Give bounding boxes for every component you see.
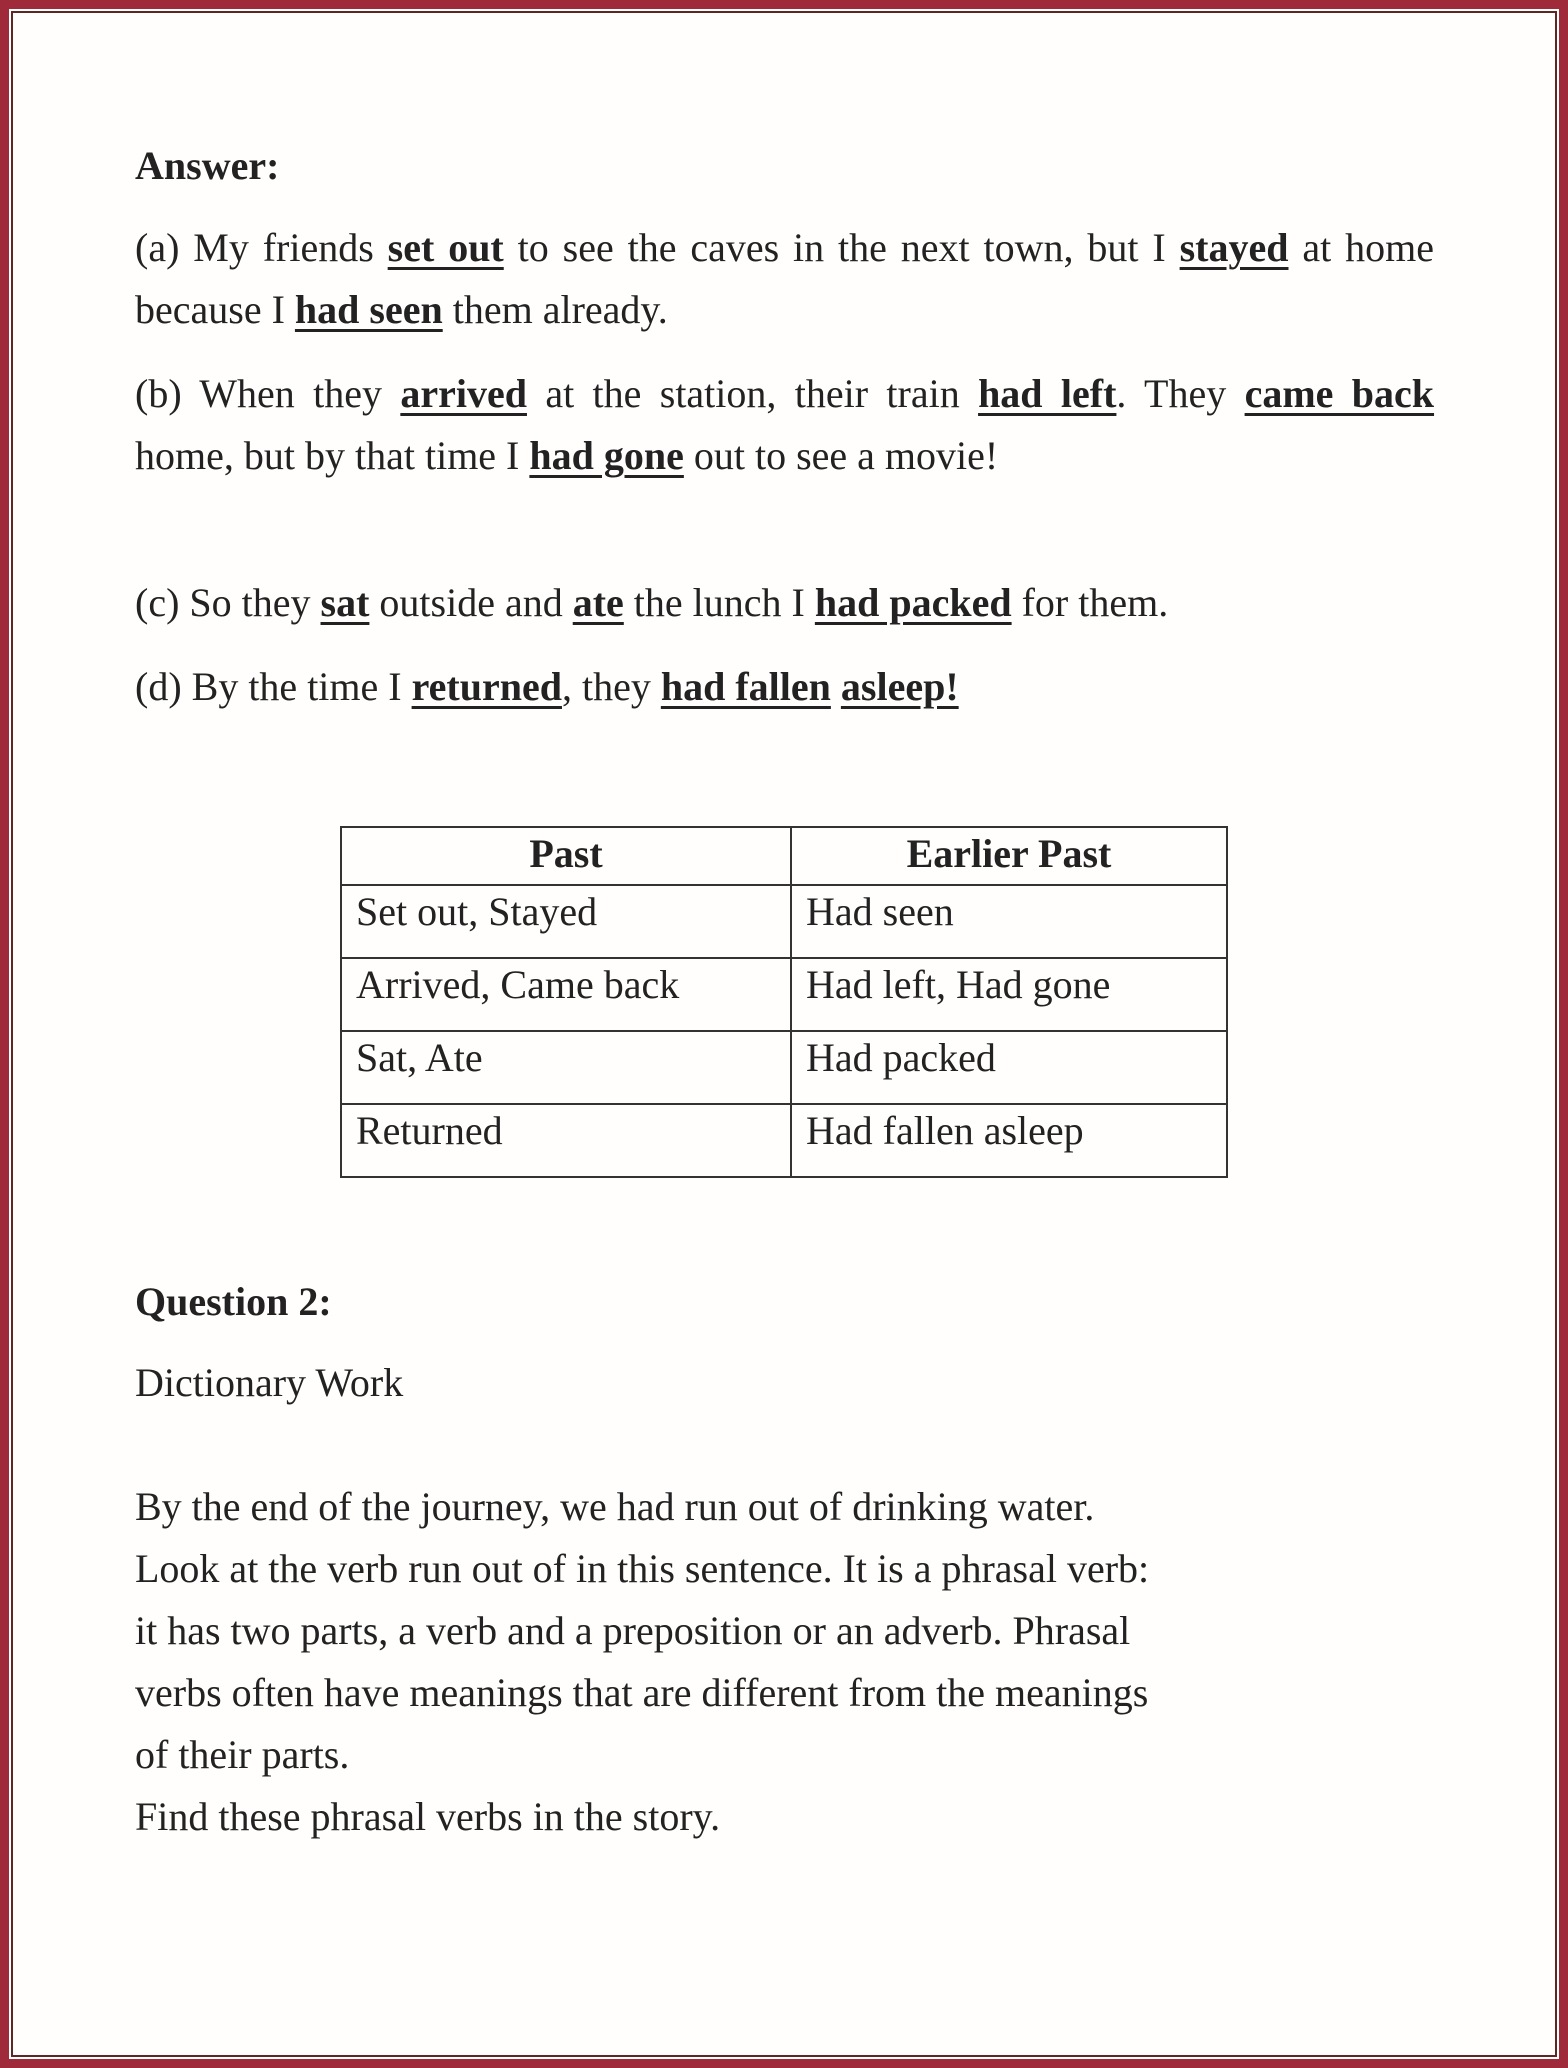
body-line: Look at the verb run out of in this sentence. It is a phrasal verb: [135, 1546, 1150, 1591]
verb-past: arrived [400, 371, 527, 416]
question2-body [135, 1476, 1434, 1848]
text: home, but by that time I [135, 433, 530, 478]
text: (a) My friends [135, 225, 388, 270]
text: outside and [369, 580, 573, 625]
answer-c [135, 572, 1434, 634]
body-line: of their parts. [135, 1732, 350, 1777]
body-line: verbs often have meanings that are different from the meanings [135, 1670, 1149, 1715]
cell-past: Returned [341, 1104, 791, 1177]
body-line: By the end of the journey, we had run out of drinking water. [135, 1484, 1095, 1529]
text: . They [1116, 371, 1245, 416]
verb-past: set out [387, 225, 504, 270]
text: out to see a movie! [683, 433, 999, 478]
answer-b [135, 363, 1434, 487]
header-earlier-past: Earlier Past [791, 827, 1227, 885]
body-line: it has two parts, a verb and a preposition or an adverb. Phrasal [135, 1608, 1131, 1653]
cell-past: Arrived, Came back [341, 958, 791, 1031]
tense-table [340, 826, 1228, 1178]
verb-earlier-past: asleep! [840, 664, 959, 709]
table-header-row [341, 827, 1227, 885]
text: at the station, their train [526, 371, 979, 416]
text: (b) When they [135, 371, 401, 416]
verb-past: stayed [1179, 225, 1289, 270]
verb-earlier-past: had fallen [660, 664, 831, 709]
text: (d) By the time I [135, 664, 412, 709]
cell-earlier-past: Had left, Had gone [791, 958, 1227, 1031]
verb-earlier-past: had packed [814, 580, 1012, 625]
cell-earlier-past: Had seen [791, 885, 1227, 958]
text: for them. [1011, 580, 1169, 625]
answer-heading: Answer: [135, 143, 280, 188]
text: at home because I [135, 225, 1434, 332]
verb-earlier-past: had left [978, 371, 1117, 416]
header-past: Past [341, 827, 791, 885]
cell-past: Sat, Ate [341, 1031, 791, 1104]
body-line: Find these phrasal verbs in the story. [135, 1794, 721, 1839]
question2-heading: Question 2: [135, 1279, 332, 1324]
text [831, 664, 841, 709]
question2-subheading: Dictionary Work [135, 1360, 404, 1405]
text: them already. [442, 287, 668, 332]
verb-past: came back [1244, 371, 1435, 416]
verb-past: returned [411, 664, 562, 709]
text: to see the caves in the next town, but I [503, 225, 1180, 270]
verb-past: ate [572, 580, 624, 625]
verb-past: sat [320, 580, 370, 625]
verb-earlier-past: had seen [294, 287, 443, 332]
cell-earlier-past: Had fallen asleep [791, 1104, 1227, 1177]
table-row [341, 958, 1227, 1031]
cell-earlier-past: Had packed [791, 1031, 1227, 1104]
text: the lunch I [623, 580, 815, 625]
text: , they [561, 664, 661, 709]
answer-a [135, 217, 1434, 341]
text: (c) So they [135, 580, 321, 625]
answer-d [135, 656, 1434, 718]
table-row [341, 885, 1227, 958]
cell-past: Set out, Stayed [341, 885, 791, 958]
verb-earlier-past: had gone [529, 433, 684, 478]
table-row [341, 1031, 1227, 1104]
table-row [341, 1104, 1227, 1177]
